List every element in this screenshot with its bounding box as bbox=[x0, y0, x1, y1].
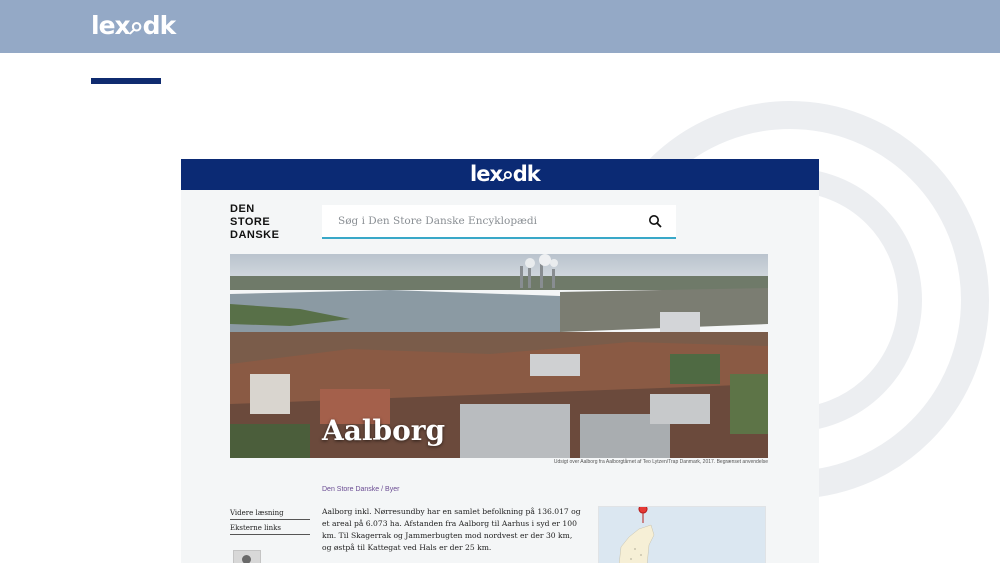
search-input[interactable] bbox=[322, 205, 676, 239]
magnifier-logo-icon: ⌕ bbox=[502, 162, 513, 186]
den-store-danske-brand[interactable]: DEN STORE DANSKE bbox=[230, 203, 280, 241]
breadcrumb[interactable]: Den Store Danske / Byer bbox=[322, 486, 400, 493]
search-placeholder: Søg i Den Store Danske Encyklopædi bbox=[338, 215, 538, 227]
search-icon[interactable] bbox=[648, 214, 662, 228]
site-header bbox=[181, 159, 819, 190]
page-title: Aalborg bbox=[322, 414, 446, 447]
user-icon bbox=[242, 555, 251, 563]
slide-logo: lex⌕dk bbox=[91, 11, 176, 40]
hero-image bbox=[230, 254, 768, 458]
sidenav-link-videre-laesning[interactable]: Videre læsning bbox=[230, 508, 310, 520]
article-sidenav bbox=[230, 508, 310, 538]
accent-bar bbox=[91, 78, 161, 84]
image-caption: Udsigt over Aalborg fra Aalborgtårnet af Teo Lytzen/Trap Danmark, 2017. Begrænset anvendelse bbox=[553, 459, 768, 465]
site-logo[interactable]: lex⌕dk bbox=[470, 162, 540, 186]
sidenav-link-eksterne-links[interactable]: Eksterne links bbox=[230, 523, 310, 535]
location-map[interactable] bbox=[598, 506, 766, 563]
magnifier-logo-icon: ⌕ bbox=[129, 11, 143, 40]
article-intro-text: Aalborg inkl. Nørresundby har en samlet befolkning på 136.017 og et areal på 6.073 ha. Afstanden fra Aalborg til Aarhus i syd er 100 km. Til Skagerrak og Jammerbugten mod nordvest er der 30 km, og østpå til Kattegat ved Hals er der 25 km. bbox=[322, 507, 581, 552]
denmark-map bbox=[599, 507, 765, 563]
website-screenshot bbox=[181, 159, 819, 563]
aalborg-cityscape-photo bbox=[230, 254, 768, 458]
author-avatar[interactable] bbox=[233, 550, 261, 563]
